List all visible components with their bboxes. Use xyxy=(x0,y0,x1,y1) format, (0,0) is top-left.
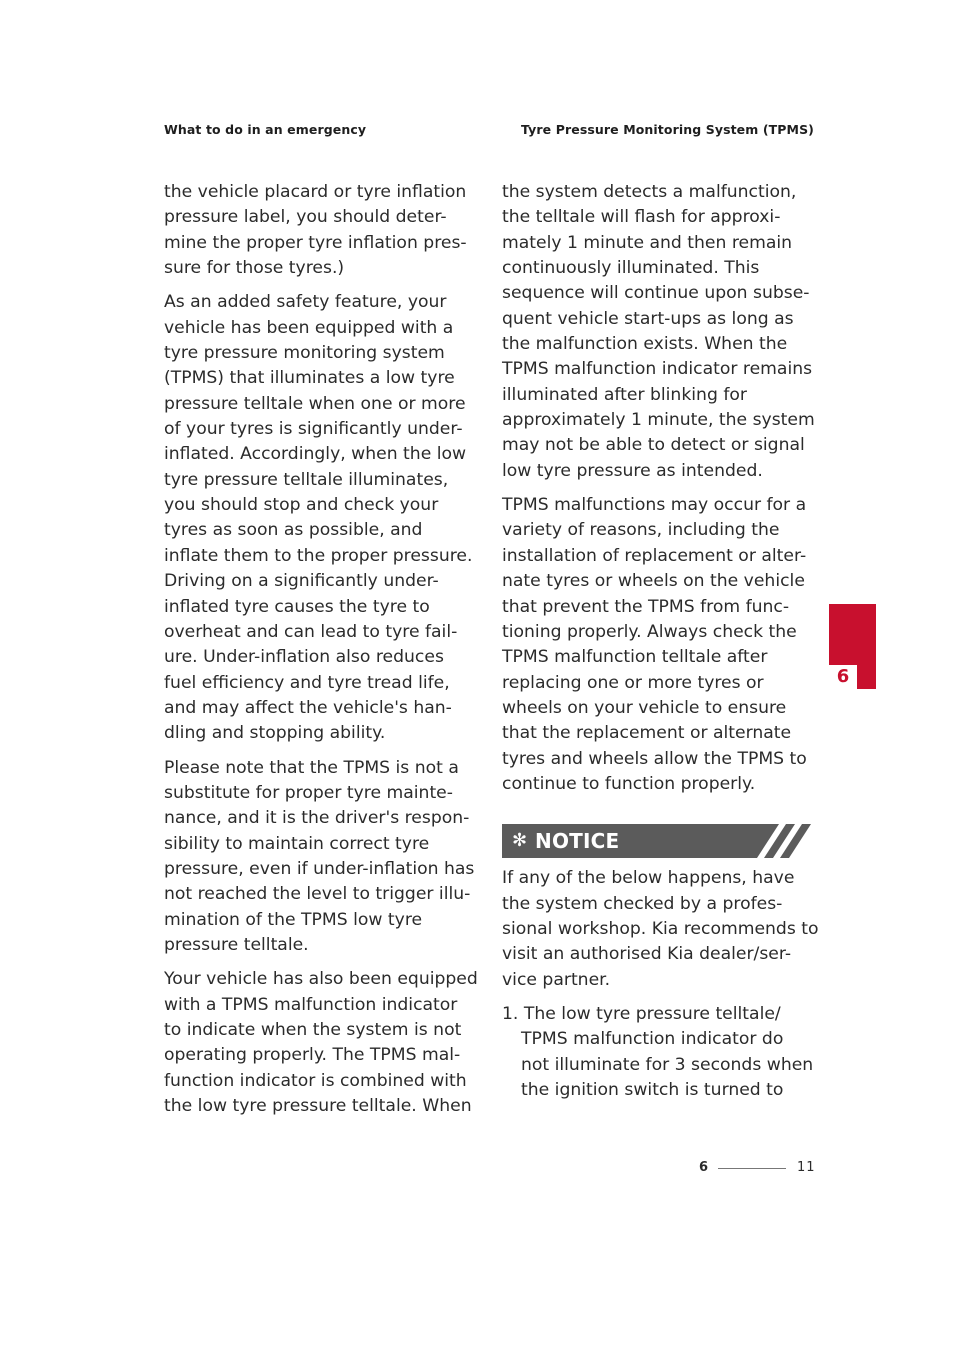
text-line: replacing one or more tyres or xyxy=(502,672,764,693)
right-column xyxy=(502,180,819,1103)
text-line: the low tyre pressure telltale. When xyxy=(164,1096,472,1117)
text-line: the telltale will flash for approxi- xyxy=(502,207,781,228)
text-line: and may affect the vehicle's han- xyxy=(164,697,452,718)
text-line: illuminated after blinking for xyxy=(502,384,747,405)
chapter-side-tab xyxy=(829,604,876,689)
text-line: tyres as soon as possible, and xyxy=(164,520,423,541)
paragraph-tpms-intro xyxy=(164,290,474,746)
text-line: mately 1 minute and then remain xyxy=(502,232,793,253)
notice-title: NOTICE xyxy=(535,829,620,854)
text-line: As an added safety feature, your xyxy=(164,292,447,313)
text-line: Please note that the TPMS is not a xyxy=(164,757,459,778)
text-line: fuel efficiency and tyre tread life, xyxy=(164,672,450,693)
text-line: continue to function properly. xyxy=(502,773,756,794)
text-line: quent vehicle start-ups as long as xyxy=(502,308,794,329)
text-line: continuously illuminated. This xyxy=(502,258,760,279)
text-line: to indicate when the system is not xyxy=(164,1020,462,1040)
text-line: vehicle has been equipped with a xyxy=(164,317,454,338)
notice-list-item-1 xyxy=(502,1002,813,1103)
paragraph-malfunction-reasons xyxy=(502,493,813,797)
text-line: TPMS malfunction telltale after xyxy=(502,647,768,668)
text-line: wheels on your vehicle to ensure xyxy=(502,697,787,718)
text-line: approximately 1 minute, the system xyxy=(502,410,815,431)
notice-heading-bar xyxy=(502,824,813,858)
text-line: the system detects a malfunction, xyxy=(502,182,797,202)
text-line: If any of the below happens, have xyxy=(502,868,795,889)
text-line: substitute for proper tyre mainte- xyxy=(164,782,453,803)
text-line: pressure label, you should deter- xyxy=(164,207,447,228)
text-line: tyres and wheels allow the TPMS to xyxy=(502,748,807,769)
footer-chapter-number: 6 xyxy=(699,1160,709,1175)
text-line: that the replacement or alternate xyxy=(502,723,792,744)
footer-divider xyxy=(718,1168,786,1169)
text-line: pressure, even if under-inflation has xyxy=(164,858,475,879)
running-header-topic: Tyre Pressure Monitoring System (TPMS) xyxy=(521,122,814,137)
footer-page-number: 11 xyxy=(797,1160,816,1175)
text-line: tioning properly. Always check the xyxy=(502,621,797,642)
text-line: of your tyres is significantly under- xyxy=(164,419,463,440)
text-line: inflated tyre causes the tyre to xyxy=(164,596,430,617)
text-line: overheat and can lead to tyre fail- xyxy=(164,621,458,642)
text-line: inflated. Accordingly, when the low xyxy=(164,444,467,465)
paragraph-malfunction-indicator xyxy=(164,967,478,1119)
text-line: mine the proper tyre inflation pres- xyxy=(164,232,467,253)
text-line: mination of the TPMS low tyre xyxy=(164,909,423,930)
text-line: Your vehicle has also been equipped xyxy=(164,969,478,990)
text-line: operating properly. The TPMS mal- xyxy=(164,1045,461,1066)
text-line: tyre pressure monitoring system xyxy=(164,343,445,364)
text-line: sional workshop. Kia recommends to xyxy=(502,918,819,939)
text-line: TPMS malfunction indicator remains xyxy=(502,359,813,380)
text-line: the vehicle placard or tyre inflation xyxy=(164,182,467,202)
text-line: nance, and it is the driver's respon- xyxy=(164,808,470,829)
text-line: sibility to maintain correct tyre xyxy=(164,833,430,854)
text-line: TPMS malfunction indicator do xyxy=(521,1029,784,1050)
text-line: installation of replacement or alter- xyxy=(502,545,807,566)
text-line: low tyre pressure as intended. xyxy=(502,460,763,481)
chapter-side-tab-label: 6 xyxy=(829,665,857,689)
text-line: inflate them to the proper pressure. xyxy=(164,545,473,566)
text-line: pressure telltale. xyxy=(164,934,309,955)
paragraph-tpms-not-substitute xyxy=(164,756,474,959)
paragraph-malfunction-sequence xyxy=(502,180,813,484)
text-line: function indicator is combined with xyxy=(164,1070,467,1091)
text-line: TPMS malfunctions may occur for a xyxy=(502,495,807,516)
text-line: nate tyres or wheels on the vehicle xyxy=(502,571,805,592)
text-line: dling and stopping ability. xyxy=(164,723,386,744)
text-line: sequence will continue upon subse- xyxy=(502,283,810,304)
text-line: the system checked by a profes- xyxy=(502,893,783,914)
text-line: pressure telltale when one or more xyxy=(164,393,466,414)
text-line: not illuminate for 3 seconds when xyxy=(521,1054,814,1075)
text-line: not reached the level to trigger illu- xyxy=(164,884,471,905)
notice-intro-text xyxy=(502,866,819,993)
text-line: the malfunction exists. When the xyxy=(502,334,788,355)
text-line: that prevent the TPMS from func- xyxy=(502,596,790,617)
text-line: tyre pressure telltale illuminates, xyxy=(164,469,449,490)
text-line: 1. The low tyre pressure telltale/ xyxy=(502,1003,781,1024)
running-header-section: What to do in an emergency xyxy=(164,122,367,137)
text-line: with a TPMS malfunction indicator xyxy=(164,994,458,1015)
asterisk-icon: ✻ xyxy=(512,830,528,852)
text-line: sure for those tyres.) xyxy=(164,258,345,279)
left-column xyxy=(164,180,478,1128)
text-line: vice partner. xyxy=(502,969,611,990)
text-line: you should stop and check your xyxy=(164,495,439,516)
text-line: (TPMS) that illuminates a low tyre xyxy=(164,368,455,389)
diagonal-stripes-icon xyxy=(753,824,813,858)
paragraph-placard xyxy=(164,180,474,281)
text-line: the ignition switch is turned to xyxy=(521,1080,784,1100)
text-line: may not be able to detect or signal xyxy=(502,435,805,456)
text-line: Driving on a significantly under- xyxy=(164,571,439,592)
text-line: ure. Under-inflation also reduces xyxy=(164,647,444,668)
text-line: variety of reasons, including the xyxy=(502,520,780,541)
text-line: visit an authorised Kia dealer/ser- xyxy=(502,944,792,965)
